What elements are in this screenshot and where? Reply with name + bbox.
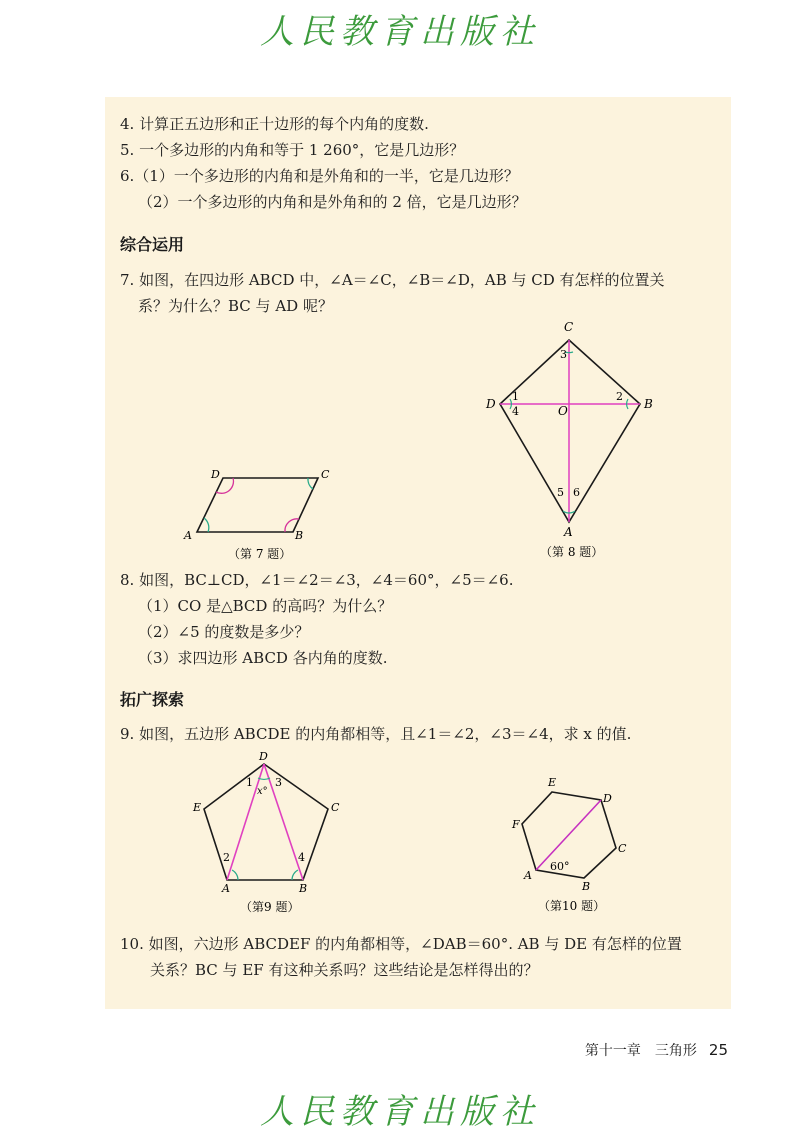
problem-8-part-3: （3）求四边形 ABCD 各内角的度数. — [138, 649, 388, 667]
figure-10-hexagon — [510, 772, 650, 917]
fig8-label-A: A — [564, 525, 573, 539]
section-heading-explore: 拓广探索 — [120, 690, 185, 709]
problem-5: 5. 一个多边形的内角和等于 1 260°，它是几边形？ — [120, 141, 465, 159]
fig8-caption: （第 8 题） — [540, 545, 604, 559]
fig9-caption: （第9 题） — [240, 900, 300, 914]
problem-10-line-1: 10. 如图，六边形 ABCDEF 的内角都相等，∠DAB＝60°. AB 与 DE 有怎样的位置 — [120, 935, 682, 953]
page-number: 25 — [708, 1041, 728, 1059]
fig10-label-C: C — [618, 842, 627, 855]
publisher-logo-top: 人民教育出版社 — [260, 12, 540, 52]
fig9-label-A: A — [222, 882, 230, 895]
problem-6-part-2: （2）一个多边形的内角和是外角和的 2 倍，它是几边形？ — [138, 193, 527, 211]
fig8-angle-6: 6 — [573, 486, 580, 499]
fig8-label-D: D — [486, 397, 496, 411]
problem-9: 9. 如图，五边形 ABCDE 的内角都相等，且∠1＝∠2，∠3＝∠4，求 x 的值. — [120, 725, 632, 743]
fig8-angle-4: 4 — [512, 405, 519, 418]
fig10-label-E: E — [548, 776, 557, 789]
fig7-label-C: C — [321, 468, 330, 481]
fig8-angle-3: 3 — [560, 348, 567, 361]
problem-7-line-2: 系？为什么？BC 与 AD 呢？ — [138, 297, 333, 315]
fig9-angle-x: x° — [257, 786, 268, 797]
problem-10-line-2: 关系？BC 与 EF 有这种关系吗？这些结论是怎样得出的？ — [150, 961, 539, 979]
figure-9-pentagon — [190, 748, 350, 918]
fig8-angle-1: 1 — [512, 390, 519, 403]
fig7-label-A: A — [184, 529, 192, 542]
problem-7-line-1: 7. 如图，在四边形 ABCD 中，∠A＝∠C，∠B＝∠D，AB 与 CD 有怎样的位置关 — [120, 271, 665, 289]
fig9-label-E: E — [193, 801, 202, 814]
fig10-label-D: D — [603, 792, 612, 805]
fig10-label-A: A — [524, 869, 532, 882]
page-footer — [585, 1040, 728, 1060]
fig7-label-B: B — [295, 529, 304, 542]
fig10-angle-60: 60° — [550, 860, 570, 873]
fig8-angle-2: 2 — [616, 390, 623, 403]
fig7-label-D: D — [211, 468, 220, 481]
fig8-label-B: B — [644, 397, 653, 411]
fig10-label-B: B — [582, 880, 591, 893]
problem-6-part-1: 6.（1）一个多边形的内角和是外角和的一半，它是几边形？ — [120, 167, 519, 185]
fig9-angle-1: 1 — [246, 776, 253, 789]
problem-8-part-1: （1）CO 是△BCD 的高吗？为什么？ — [138, 597, 393, 615]
fig9-angle-4: 4 — [298, 851, 305, 864]
fig8-label-C: C — [564, 320, 574, 334]
fig8-angle-5: 5 — [557, 486, 564, 499]
fig9-label-D: D — [259, 750, 268, 763]
fig8-label-O: O — [558, 404, 568, 418]
problem-8: 8. 如图，BC⊥CD，∠1＝∠2＝∠3，∠4＝60°，∠5＝∠6. — [120, 571, 514, 589]
figure-8-kite — [480, 318, 660, 563]
section-heading-applied: 综合运用 — [120, 235, 185, 254]
chapter-title: 第十一章 三角形 — [584, 1043, 697, 1059]
problem-4: 4. 计算正五边形和正十边形的每个内角的度数. — [120, 115, 429, 133]
fig9-angle-2: 2 — [223, 851, 230, 864]
publisher-logo-bottom: 人民教育出版社 — [260, 1092, 540, 1132]
fig9-label-C: C — [331, 801, 340, 814]
problem-8-part-2: （2）∠5 的度数是多少？ — [138, 623, 310, 641]
fig10-caption: （第10 题） — [538, 899, 606, 913]
fig10-label-F: F — [512, 818, 520, 831]
fig7-caption: （第 7 题） — [228, 547, 292, 561]
fig9-angle-3: 3 — [275, 776, 282, 789]
figure-7-parallelogram — [180, 462, 340, 572]
fig9-label-B: B — [299, 882, 308, 895]
